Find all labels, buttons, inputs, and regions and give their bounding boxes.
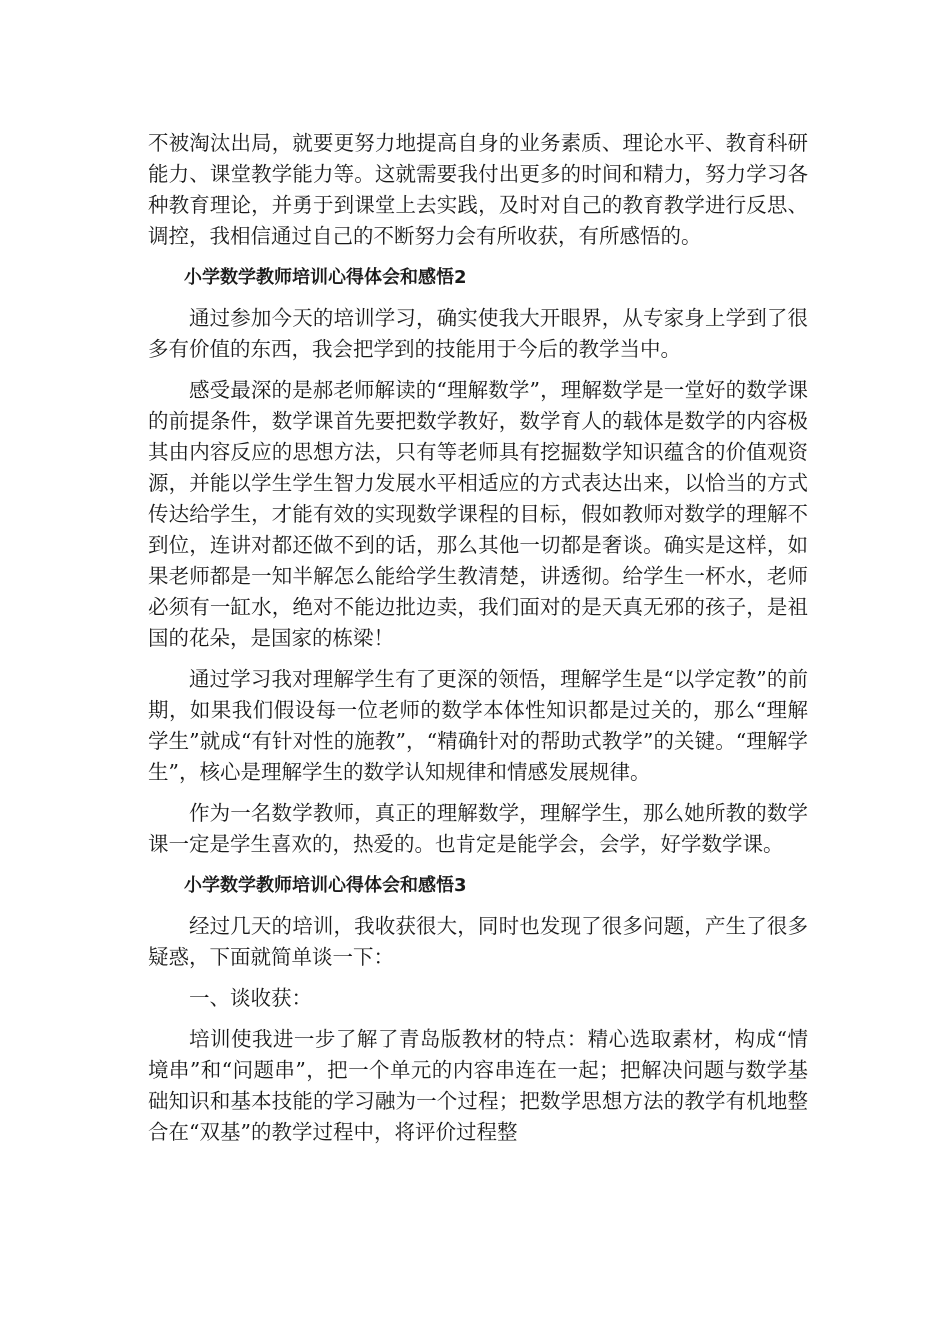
paragraph: 经过几天的培训，我收获很大，同时也发现了很多问题，产生了很多疑惑，下面就简单谈一下： [148, 914, 808, 969]
document-page [148, 128, 808, 1158]
paragraph: 培训使我进一步了解了青岛版教材的特点：精心选取素材，构成“情境串”和“问题串”，把一个单元的内容串连在一起；把解决问题与数学基础知识和基本技能的学习融为一个过程；把数学思想方法的教学有机地整合在“双基”的教学过程中，将评价过程整 [148, 1027, 808, 1144]
paragraph: 通过参加今天的培训学习，确实使我大开眼界，从专家身上学到了很多有价值的东西，我会把学到的技能用于今后的教学当中。 [148, 306, 808, 361]
paragraph-intro-continued: 不被淘汰出局，就要更努力地提高自身的业务素质、理论水平、教育科研能力、课堂教学能力等。这就需要我付出更多的时间和精力，努力学习各种教育理论，并勇于到课堂上去实践，及时对自己的教育教学进行反思、调控，我相信通过自己的不断努力会有所收获，有所感悟的。 [148, 131, 808, 248]
paragraph: 作为一名数学教师，真正的理解数学，理解学生，那么她所教的数学课一定是学生喜欢的，热爱的。也肯定是能学会，会学，好学数学课。 [148, 801, 808, 856]
section-heading-2: 小学数学教师培训心得体会和感悟2 [184, 267, 467, 288]
paragraph: 感受最深的是郝老师解读的“理解数学”，理解数学是一堂好的数学课的前提条件，数学课首先要把数学教好，数学育人的载体是数学的内容极其由内容反应的思想方法，只有等老师具有挖掘数学知识蕴含的价值观资源，并能以学生学生智力发展水平相适应的方式表达出来，以恰当的方式传达给学生，才能有效的实现数学课程的目标，假如教师对数学的理解不到位，连讲对都还做不到的话，那么其他一切都是奢谈。确实是这样，如果老师都是一知半解怎么能给学生教清楚，讲透彻。给学生一杯水，老师必须有一缸水，绝对不能边批边卖，我们面对的是天真无邪的孩子，是祖国的花朵，是国家的栋梁！ [148, 378, 808, 650]
section-heading-3: 小学数学教师培训心得体会和感悟3 [184, 875, 467, 896]
paragraph: 通过学习我对理解学生有了更深的领悟，理解学生是“以学定教”的前期，如果我们假设每一位老师的数学本体性知识都是过关的，那么“理解学生”就成“有针对性的施教”，“精确针对的帮助式教学”的关键。“理解学生”，核心是理解学生的数学认知规律和情感发展规律。 [148, 667, 808, 784]
subheading-harvest: 一、谈收获： [189, 986, 312, 1010]
